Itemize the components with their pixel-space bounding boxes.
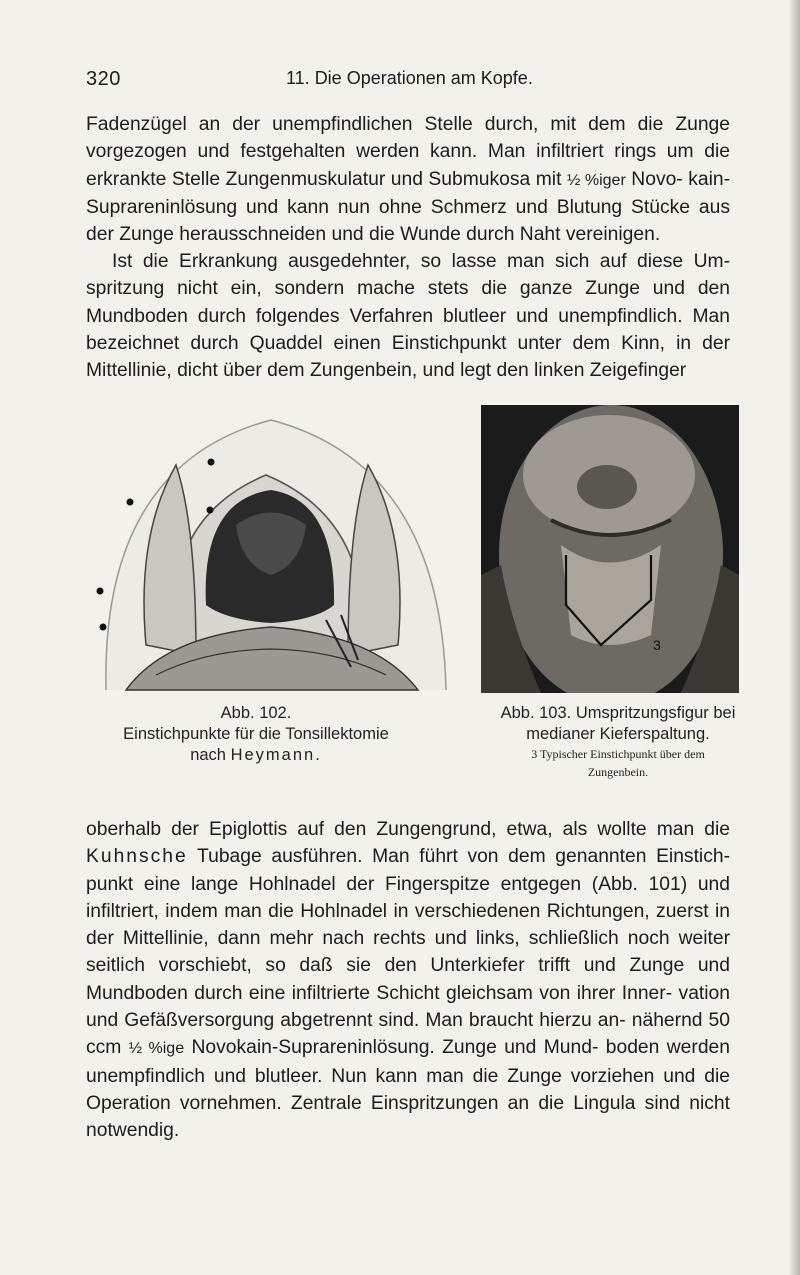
text-line: Fadenzügel an der unempfindlichen Stelle durch, mit dem die Zunge	[86, 114, 730, 135]
text-line: in der Mittellinie, dann mehr nach rechts und links, schließlich noch	[86, 900, 731, 950]
text-line: infiltriert, indem man die Hohlnadel in verschiedenen Richtungen, zuerst	[86, 900, 709, 922]
text-line: Tubage ausführen. Man führt von dem genannten Einstich-	[187, 846, 730, 868]
text-line: Mundboden durch folgendes Verfahren blutleer und unempfindlich. Man	[86, 305, 730, 327]
text-line: vorgezogen und festgehalten werden kann. Man infiltriert rings um die	[86, 141, 730, 163]
text-line: punkt eine lange Hohlnadel der Fingerspitze entgegen (Abb. 101) und	[86, 873, 730, 895]
text-line: spritzung nicht ein, sondern mache stets die ganze Zunge und den	[86, 278, 730, 300]
figure-label: Abb. 102.	[220, 704, 292, 722]
paragraph-2	[86, 248, 730, 384]
caption-line: medianer Kieferspaltung.	[526, 725, 710, 743]
figure-legend: Zungenbein.	[587, 765, 649, 779]
text-line: kain-Suprareninlösung und kann nun ohne Schmerz und Blutung Stücke	[86, 168, 731, 218]
page-number: 320	[86, 68, 121, 90]
fraction-text: ½ %ige	[128, 1040, 185, 1058]
figure-103-photo	[481, 405, 739, 693]
text-line: Ist die Erkrankung ausgedehnter, so lasse man sich auf diese Um-	[112, 251, 730, 272]
text-line: Novokain-Suprareninlösung. Zunge und Mund-	[184, 1037, 599, 1059]
figure-102-caption	[76, 703, 436, 766]
text-line: nähernd 50 ccm	[86, 1010, 731, 1059]
text-line: bezeichnet durch Quaddel einen Einstichpunkt unter dem Kinn, in der	[86, 332, 730, 354]
text-line: boden werden unempfindlich und blutleer. Nun kann man die Zunge	[86, 1037, 730, 1087]
figure-label: Abb. 103. Umspritzungsfigur bei	[500, 704, 736, 722]
paragraph-3	[86, 816, 730, 1145]
marker-3: 3	[653, 637, 661, 653]
caption-line: Einstichpunkte für die Tonsillektomie	[123, 725, 389, 743]
text-line: Novo-	[631, 168, 683, 190]
page-edge-shadow	[790, 0, 800, 1275]
fraction-text: ½ %iger	[566, 171, 626, 189]
paragraph-1	[86, 111, 730, 248]
author-name: Heymann.	[230, 746, 322, 764]
text-line: Mittellinie, dicht über dem Zungenbein, und legt den linken Zeigefinger	[86, 360, 687, 382]
text-line: weiter seitlich vorschiebt, so daß sie den Unterkiefer trifft und Zunge	[86, 928, 730, 977]
text-line: vation und Gefäßversorgung abgetrennt sind. Man braucht hierzu an-	[86, 982, 730, 1032]
text-line: aus der Zunge herausschneiden und die Wunde durch Naht vereinigen.	[86, 196, 730, 246]
figure-legend: 3 Typischer Einstichpunkt über dem	[531, 747, 705, 761]
author-name: Kuhnsche	[86, 846, 188, 868]
text-line: erkrankte Stelle Zungenmuskulatur und Submukosa mit	[86, 168, 562, 190]
caption-pre: nach	[190, 746, 226, 764]
running-head: 11. Die Operationen am Kopfe.	[286, 68, 533, 88]
figure-103-caption	[468, 703, 768, 781]
text-line: und Mundboden durch eine infiltrierte Schicht gleichsam von ihrer Inner-	[86, 955, 730, 1004]
text-line: oberhalb der Epiglottis auf den Zungengrund, etwa, als wollte man die	[86, 819, 730, 840]
text-line: die Lingula sind nicht notwendig.	[86, 1092, 730, 1142]
text-line: vorziehen und die Operation vornehmen. Zentrale Einspritzungen an	[86, 1065, 730, 1114]
page-header	[86, 68, 726, 96]
figure-102-illustration	[86, 405, 458, 695]
